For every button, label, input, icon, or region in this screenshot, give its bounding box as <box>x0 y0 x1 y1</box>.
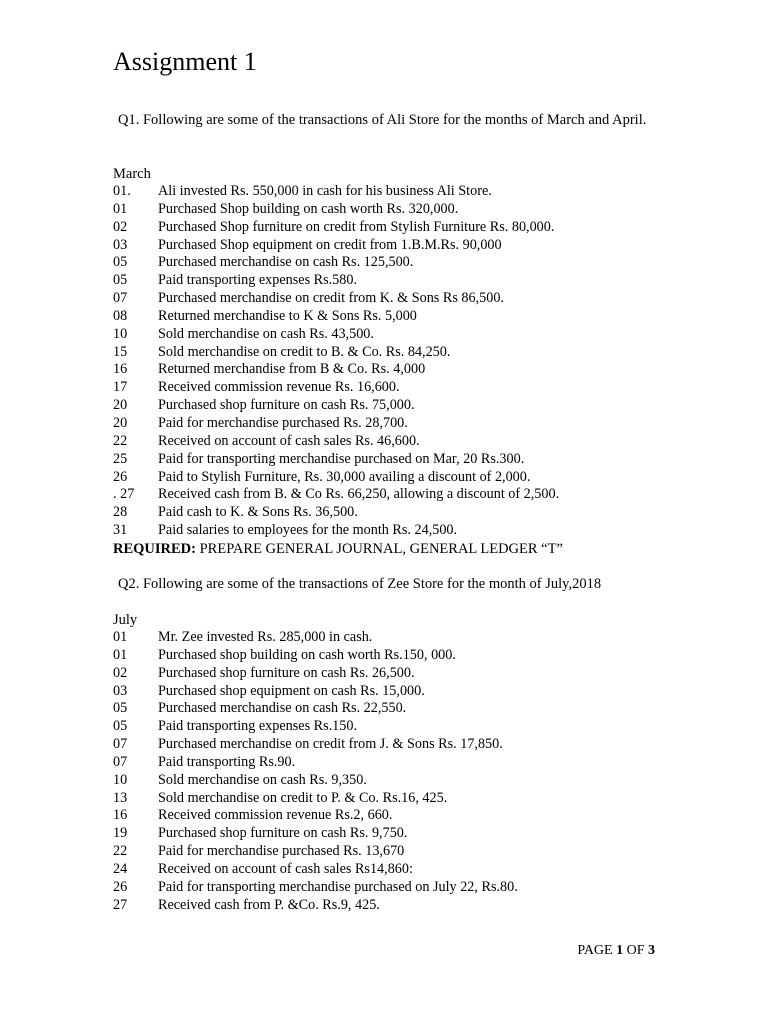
transaction-date: 13 <box>113 789 128 806</box>
transaction-date: 05 <box>113 254 128 271</box>
transaction-date: 02 <box>113 218 128 235</box>
month-heading-march: March <box>113 166 151 182</box>
transaction-text: Purchased Shop furniture on credit from Stylish Furniture Rs. 80,000. <box>158 218 555 235</box>
transaction-row <box>113 736 673 754</box>
transaction-text: Purchased Shop equipment on credit from 1.B.M.Rs. 90,000 <box>158 236 502 253</box>
transaction-row <box>113 754 673 772</box>
transaction-row <box>113 861 673 879</box>
transaction-date: 17 <box>113 379 128 396</box>
transaction-date: 26 <box>113 878 128 895</box>
transaction-text: Purchased shop furniture on cash Rs. 26,500. <box>158 664 415 681</box>
transaction-row <box>113 361 673 379</box>
transaction-date: 02 <box>113 664 128 681</box>
transaction-text: Paid transporting Rs.90. <box>158 753 296 770</box>
transaction-row <box>113 665 673 683</box>
transaction-text: Paid transporting expenses Rs.150. <box>158 718 357 735</box>
month-heading-july: July <box>113 612 138 628</box>
transaction-row <box>113 237 673 255</box>
transaction-text: Purchased shop equipment on cash Rs. 15,000. <box>158 682 425 699</box>
transaction-row <box>113 469 673 487</box>
transaction-row <box>113 272 673 290</box>
transaction-text: Sold merchandise on cash Rs. 9,350. <box>158 771 367 788</box>
transaction-date: 10 <box>113 325 128 342</box>
transaction-row <box>113 807 673 825</box>
transaction-row <box>113 897 673 915</box>
transaction-text: Paid for transporting merchandise purchased on July 22, Rs.80. <box>158 878 518 895</box>
required-instruction <box>113 540 563 558</box>
transaction-date: 20 <box>113 397 128 414</box>
transaction-date: 27 <box>113 896 128 913</box>
transaction-date: 10 <box>113 771 128 788</box>
question-2-text: Q2. Following are some of the transactions of Zee Store for the month of July,2018 <box>118 576 602 592</box>
transaction-date: 19 <box>113 825 128 842</box>
transaction-row <box>113 683 673 701</box>
transaction-date: 07 <box>113 290 128 307</box>
required-text: PREPARE GENERAL JOURNAL, GENERAL LEDGER “T” <box>195 541 563 557</box>
transaction-date: 01 <box>113 646 128 663</box>
transaction-row <box>113 718 673 736</box>
transaction-date: 07 <box>113 736 128 753</box>
transaction-text: Paid for transporting merchandise purchased on Mar, 20 Rs.300. <box>158 450 525 467</box>
transaction-date: 22 <box>113 843 128 860</box>
transaction-row <box>113 344 673 362</box>
transaction-date: 24 <box>113 860 128 877</box>
transaction-date: 01 <box>113 200 128 217</box>
question-1-text: Q1. Following are some of the transactions of Ali Store for the months of March and April. <box>118 112 647 128</box>
transaction-date: 16 <box>113 807 128 824</box>
transaction-text: Paid for merchandise purchased Rs. 13,670 <box>158 843 405 860</box>
transaction-text: Received on account of cash sales Rs14,860: <box>158 860 413 877</box>
transaction-row <box>113 397 673 415</box>
transaction-date: 16 <box>113 361 128 378</box>
transaction-date: 07 <box>113 753 128 770</box>
transaction-row <box>113 415 673 433</box>
transaction-text: Purchased merchandise on cash Rs. 22,550. <box>158 700 407 717</box>
transaction-text: Purchased Shop building on cash worth Rs. 320,000. <box>158 200 459 217</box>
transaction-text: Returned merchandise to K & Sons Rs. 5,000 <box>158 307 417 324</box>
transaction-text: Ali invested Rs. 550,000 in cash for his business Ali Store. <box>158 183 492 199</box>
transaction-date: 05 <box>113 718 128 735</box>
transaction-text: Purchased merchandise on cash Rs. 125,500. <box>158 254 414 271</box>
page-title: Assignment 1 <box>113 47 257 76</box>
transaction-date: 05 <box>113 272 128 289</box>
transaction-date: 03 <box>113 236 128 253</box>
transaction-row <box>113 326 673 344</box>
transaction-text: Received commission revenue Rs. 16,600. <box>158 379 400 396</box>
transaction-date: 15 <box>113 343 128 360</box>
transaction-row <box>113 451 673 469</box>
transaction-date: 25 <box>113 450 128 467</box>
transaction-text: Received on account of cash sales Rs. 46,600. <box>158 432 420 449</box>
transaction-row <box>113 183 673 201</box>
transaction-date: . 27 <box>113 486 135 503</box>
transaction-row <box>113 486 673 504</box>
transaction-text: Paid salaries to employees for the month Rs. 24,500. <box>158 522 458 539</box>
transaction-row <box>113 772 673 790</box>
transaction-row <box>113 219 673 237</box>
transaction-row <box>113 647 673 665</box>
transaction-date: 01. <box>113 183 131 199</box>
transaction-row <box>113 825 673 843</box>
current-page: 1 <box>616 943 624 958</box>
transaction-text: Received cash from B. & Co Rs. 66,250, allowing a discount of 2,500. <box>158 486 560 503</box>
transaction-text: Received commission revenue Rs.2, 660. <box>158 807 393 824</box>
transaction-text: Sold merchandise on credit to P. & Co. Rs.16, 425. <box>158 789 448 806</box>
transaction-row <box>113 433 673 451</box>
transaction-date: 20 <box>113 414 128 431</box>
transaction-row <box>113 700 673 718</box>
page-number <box>577 942 655 960</box>
transaction-date: 03 <box>113 682 128 699</box>
of-word: OF <box>623 943 648 958</box>
page-word: PAGE <box>577 943 617 958</box>
transaction-date: 01 <box>113 629 128 645</box>
transaction-text: Purchased merchandise on credit from J. & Sons Rs. 17,850. <box>158 736 503 753</box>
transaction-row <box>113 504 673 522</box>
transaction-date: 31 <box>113 522 128 539</box>
transaction-text: Purchased merchandise on credit from K. & Sons Rs 86,500. <box>158 290 504 307</box>
transaction-date: 28 <box>113 504 128 521</box>
transaction-text: Sold merchandise on cash Rs. 43,500. <box>158 325 374 342</box>
transaction-text: Returned merchandise from B & Co. Rs. 4,000 <box>158 361 426 378</box>
total-pages: 3 <box>648 943 655 958</box>
transaction-row <box>113 879 673 897</box>
transaction-text: Received cash from P. &Co. Rs.9, 425. <box>158 896 380 913</box>
transaction-row <box>113 254 673 272</box>
transaction-row <box>113 522 673 540</box>
required-label: REQUIRED: <box>113 541 196 557</box>
transaction-row <box>113 308 673 326</box>
transaction-text: Paid transporting expenses Rs.580. <box>158 272 357 289</box>
transaction-list-q1 <box>113 183 673 540</box>
transaction-date: 05 <box>113 700 128 717</box>
transaction-row <box>113 629 673 647</box>
transaction-row <box>113 290 673 308</box>
transaction-text: Paid to Stylish Furniture, Rs. 30,000 availing a discount of 2,000. <box>158 468 531 485</box>
transaction-text: Paid for merchandise purchased Rs. 28,700. <box>158 414 408 431</box>
transaction-text: Purchased shop building on cash worth Rs.150, 000. <box>158 646 456 663</box>
transaction-text: Purchased shop furniture on cash Rs. 9,750. <box>158 825 408 842</box>
transaction-text: Sold merchandise on credit to B. & Co. Rs. 84,250. <box>158 343 451 360</box>
transaction-row <box>113 201 673 219</box>
transaction-row <box>113 843 673 861</box>
transaction-text: Mr. Zee invested Rs. 285,000 in cash. <box>158 629 373 645</box>
transaction-text: Paid cash to K. & Sons Rs. 36,500. <box>158 504 358 521</box>
transaction-row <box>113 790 673 808</box>
transaction-text: Purchased shop furniture on cash Rs. 75,000. <box>158 397 415 414</box>
transaction-row <box>113 379 673 397</box>
transaction-list-q2 <box>113 629 673 915</box>
transaction-date: 08 <box>113 307 128 324</box>
transaction-date: 22 <box>113 432 128 449</box>
transaction-date: 26 <box>113 468 128 485</box>
